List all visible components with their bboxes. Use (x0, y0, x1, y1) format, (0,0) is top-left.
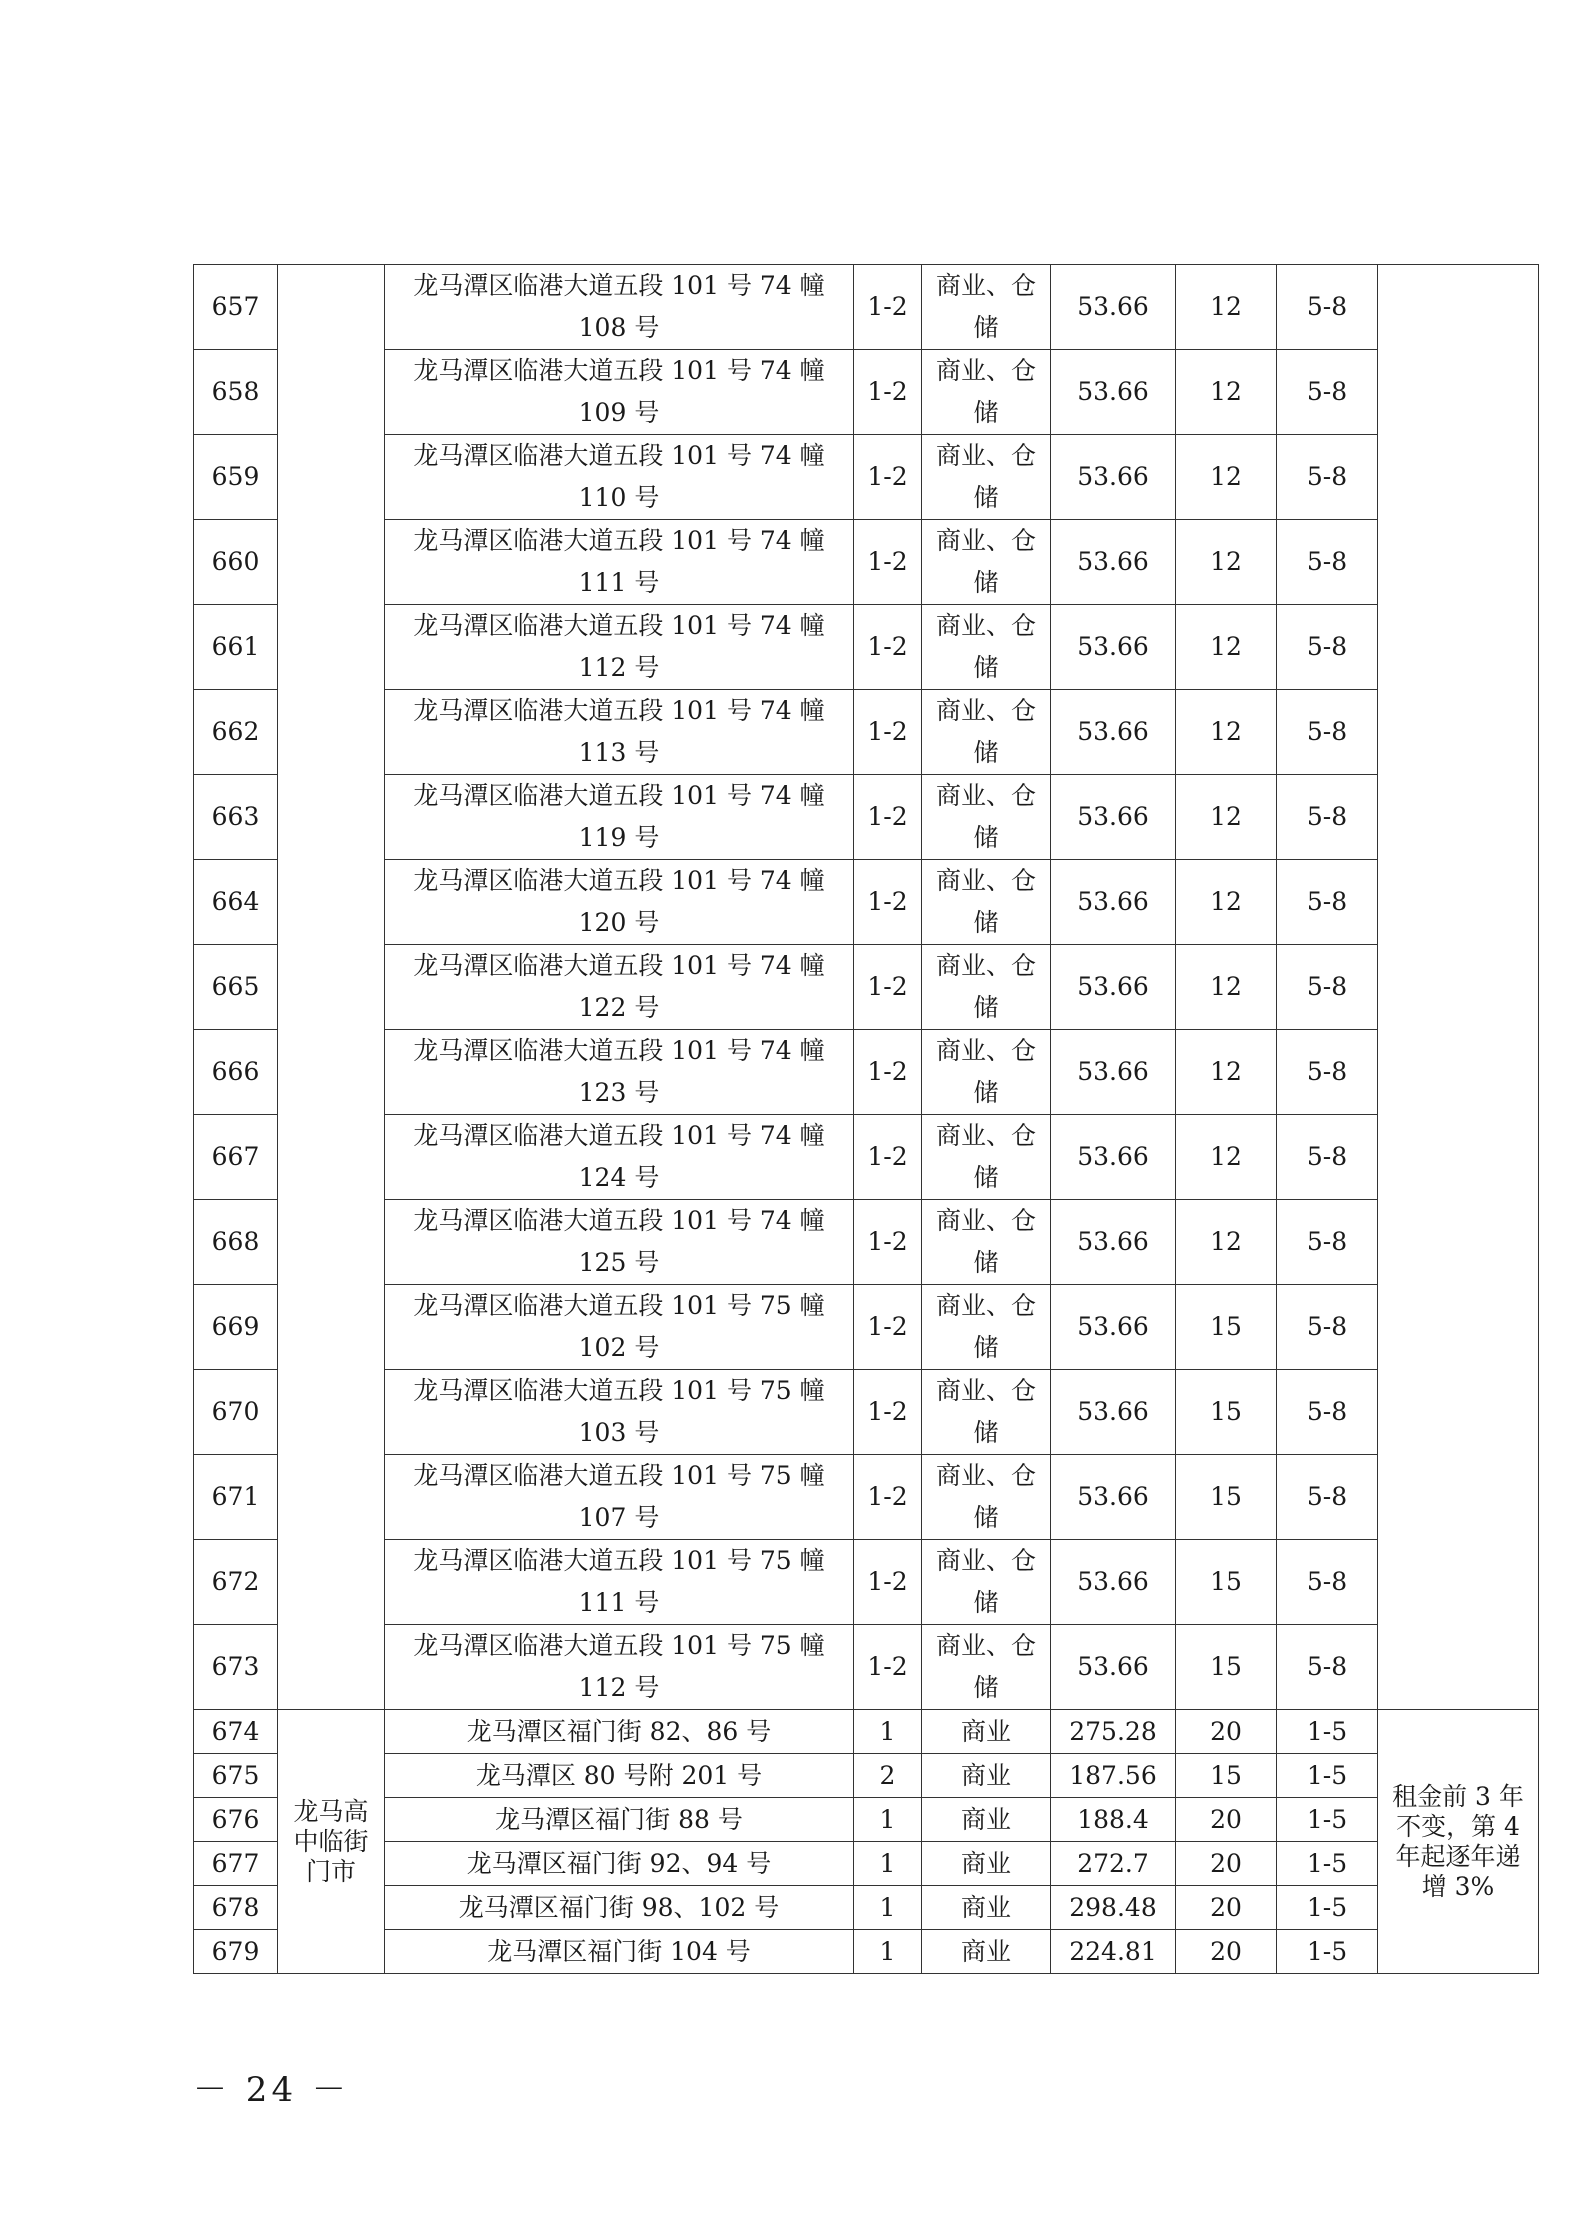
address-cell: 龙马潭区福门街 92、94 号 (385, 1842, 854, 1886)
table-row (194, 1710, 1539, 1754)
row-number-cell: 659 (194, 435, 278, 520)
address-cell: 龙马潭区临港大道五段 101 号 75 幢 107 号 (385, 1455, 854, 1540)
row-number-cell: 666 (194, 1030, 278, 1115)
rent-price-cell: 12 (1176, 605, 1277, 690)
lease-term-cell: 5-8 (1277, 1030, 1378, 1115)
rent-price-cell: 15 (1176, 1754, 1277, 1798)
address-cell: 龙马潭区临港大道五段 101 号 75 幢 103 号 (385, 1370, 854, 1455)
area-cell: 53.66 (1051, 1625, 1176, 1710)
floor-cell: 1-2 (854, 350, 922, 435)
rent-price-cell: 15 (1176, 1625, 1277, 1710)
row-number-cell: 670 (194, 1370, 278, 1455)
row-number-cell: 672 (194, 1540, 278, 1625)
rent-price-cell: 20 (1176, 1930, 1277, 1974)
lease-term-cell: 5-8 (1277, 1455, 1378, 1540)
usage-cell: 商业、仓储 (922, 1200, 1051, 1285)
table-row (194, 1886, 1539, 1930)
usage-cell: 商业、仓储 (922, 1455, 1051, 1540)
address-cell: 龙马潭区福门街 104 号 (385, 1930, 854, 1974)
area-cell: 53.66 (1051, 1115, 1176, 1200)
lease-term-cell: 1-5 (1277, 1886, 1378, 1930)
row-number-cell: 665 (194, 945, 278, 1030)
row-number-cell: 664 (194, 860, 278, 945)
rent-price-cell: 20 (1176, 1710, 1277, 1754)
remarks-cell (1378, 265, 1539, 1710)
floor-cell: 1 (854, 1886, 922, 1930)
usage-cell: 商业、仓储 (922, 1285, 1051, 1370)
floor-cell: 1-2 (854, 690, 922, 775)
rent-price-cell: 12 (1176, 520, 1277, 605)
rent-price-cell: 15 (1176, 1285, 1277, 1370)
floor-cell: 1-2 (854, 520, 922, 605)
lease-term-cell: 5-8 (1277, 605, 1378, 690)
table-row (194, 1200, 1539, 1285)
area-cell: 53.66 (1051, 1370, 1176, 1455)
row-number-cell: 662 (194, 690, 278, 775)
lease-term-cell: 1-5 (1277, 1798, 1378, 1842)
table-row (194, 1754, 1539, 1798)
address-cell: 龙马潭区临港大道五段 101 号 74 幢 109 号 (385, 350, 854, 435)
table-row (194, 860, 1539, 945)
usage-cell: 商业、仓储 (922, 860, 1051, 945)
row-number-cell: 673 (194, 1625, 278, 1710)
area-cell: 53.66 (1051, 1200, 1176, 1285)
address-cell: 龙马潭区 80 号附 201 号 (385, 1754, 854, 1798)
usage-cell: 商业、仓储 (922, 945, 1051, 1030)
lease-term-cell: 5-8 (1277, 520, 1378, 605)
group-name-cell: 龙马高中临街门市 (278, 1710, 385, 1974)
row-number-cell: 671 (194, 1455, 278, 1540)
table-row (194, 1798, 1539, 1842)
area-cell: 224.81 (1051, 1930, 1176, 1974)
rent-price-cell: 20 (1176, 1842, 1277, 1886)
address-cell: 龙马潭区临港大道五段 101 号 74 幢 123 号 (385, 1030, 854, 1115)
row-number-cell: 658 (194, 350, 278, 435)
table-row (194, 1842, 1539, 1886)
row-number-cell: 674 (194, 1710, 278, 1754)
rent-price-cell: 12 (1176, 860, 1277, 945)
area-cell: 53.66 (1051, 1455, 1176, 1540)
lease-term-cell: 5-8 (1277, 350, 1378, 435)
lease-term-cell: 5-8 (1277, 1370, 1378, 1455)
usage-cell: 商业 (922, 1754, 1051, 1798)
usage-cell: 商业 (922, 1798, 1051, 1842)
table-row (194, 1930, 1539, 1974)
floor-cell: 1-2 (854, 1200, 922, 1285)
address-cell: 龙马潭区临港大道五段 101 号 74 幢 112 号 (385, 605, 854, 690)
area-cell: 188.4 (1051, 1798, 1176, 1842)
table-row (194, 1370, 1539, 1455)
rent-price-cell: 12 (1176, 945, 1277, 1030)
area-cell: 53.66 (1051, 860, 1176, 945)
floor-cell: 1-2 (854, 1455, 922, 1540)
lease-term-cell: 5-8 (1277, 1200, 1378, 1285)
address-cell: 龙马潭区临港大道五段 101 号 74 幢 111 号 (385, 520, 854, 605)
table-row (194, 1455, 1539, 1540)
lease-term-cell: 5-8 (1277, 1285, 1378, 1370)
table-body (194, 265, 1539, 1974)
usage-cell: 商业、仓储 (922, 350, 1051, 435)
area-cell: 272.7 (1051, 1842, 1176, 1886)
area-cell: 53.66 (1051, 435, 1176, 520)
area-cell: 53.66 (1051, 1285, 1176, 1370)
table-row (194, 1115, 1539, 1200)
address-cell: 龙马潭区福门街 82、86 号 (385, 1710, 854, 1754)
area-cell: 53.66 (1051, 520, 1176, 605)
floor-cell: 1-2 (854, 1370, 922, 1455)
usage-cell: 商业、仓储 (922, 265, 1051, 350)
area-cell: 53.66 (1051, 775, 1176, 860)
floor-cell: 1-2 (854, 1625, 922, 1710)
area-cell: 53.66 (1051, 1540, 1176, 1625)
rent-price-cell: 12 (1176, 350, 1277, 435)
lease-term-cell: 5-8 (1277, 1625, 1378, 1710)
table-row (194, 520, 1539, 605)
lease-table (193, 264, 1539, 1974)
address-cell: 龙马潭区临港大道五段 101 号 74 幢 120 号 (385, 860, 854, 945)
rent-price-cell: 15 (1176, 1455, 1277, 1540)
address-cell: 龙马潭区临港大道五段 101 号 75 幢 102 号 (385, 1285, 854, 1370)
row-number-cell: 669 (194, 1285, 278, 1370)
area-cell: 53.66 (1051, 945, 1176, 1030)
floor-cell: 1-2 (854, 1115, 922, 1200)
address-cell: 龙马潭区临港大道五段 101 号 74 幢 119 号 (385, 775, 854, 860)
lease-term-cell: 5-8 (1277, 860, 1378, 945)
remarks-cell: 租金前 3 年不变，第 4 年起逐年递增 3% (1378, 1710, 1539, 1974)
table-row (194, 1540, 1539, 1625)
lease-term-cell: 5-8 (1277, 775, 1378, 860)
table-row (194, 1030, 1539, 1115)
rent-price-cell: 12 (1176, 1115, 1277, 1200)
lease-term-cell: 1-5 (1277, 1930, 1378, 1974)
area-cell: 53.66 (1051, 1030, 1176, 1115)
row-number-cell: 663 (194, 775, 278, 860)
address-cell: 龙马潭区临港大道五段 101 号 74 幢 113 号 (385, 690, 854, 775)
rent-price-cell: 12 (1176, 435, 1277, 520)
address-cell: 龙马潭区临港大道五段 101 号 75 幢 111 号 (385, 1540, 854, 1625)
row-number-cell: 660 (194, 520, 278, 605)
floor-cell: 1 (854, 1930, 922, 1974)
floor-cell: 1 (854, 1842, 922, 1886)
address-cell: 龙马潭区福门街 88 号 (385, 1798, 854, 1842)
floor-cell: 1 (854, 1798, 922, 1842)
area-cell: 298.48 (1051, 1886, 1176, 1930)
table-row (194, 1625, 1539, 1710)
address-cell: 龙马潭区临港大道五段 101 号 74 幢 110 号 (385, 435, 854, 520)
rent-price-cell: 15 (1176, 1540, 1277, 1625)
address-cell: 龙马潭区临港大道五段 101 号 74 幢 124 号 (385, 1115, 854, 1200)
table-row (194, 435, 1539, 520)
row-number-cell: 678 (194, 1886, 278, 1930)
floor-cell: 1-2 (854, 265, 922, 350)
lease-term-cell: 1-5 (1277, 1754, 1378, 1798)
lease-term-cell: 5-8 (1277, 945, 1378, 1030)
row-number-cell: 677 (194, 1842, 278, 1886)
table-row (194, 775, 1539, 860)
floor-cell: 1-2 (854, 1030, 922, 1115)
rent-price-cell: 12 (1176, 690, 1277, 775)
floor-cell: 1-2 (854, 945, 922, 1030)
row-number-cell: 675 (194, 1754, 278, 1798)
usage-cell: 商业、仓储 (922, 1625, 1051, 1710)
rent-price-cell: 20 (1176, 1886, 1277, 1930)
usage-cell: 商业、仓储 (922, 435, 1051, 520)
row-number-cell: 679 (194, 1930, 278, 1974)
lease-term-cell: 5-8 (1277, 435, 1378, 520)
area-cell: 53.66 (1051, 605, 1176, 690)
lease-term-cell: 5-8 (1277, 690, 1378, 775)
floor-cell: 2 (854, 1754, 922, 1798)
area-cell: 275.28 (1051, 1710, 1176, 1754)
area-cell: 53.66 (1051, 265, 1176, 350)
lease-term-cell: 5-8 (1277, 1540, 1378, 1625)
usage-cell: 商业 (922, 1886, 1051, 1930)
row-number-cell: 661 (194, 605, 278, 690)
area-cell: 53.66 (1051, 690, 1176, 775)
table-row (194, 1285, 1539, 1370)
address-cell: 龙马潭区临港大道五段 101 号 75 幢 112 号 (385, 1625, 854, 1710)
area-cell: 187.56 (1051, 1754, 1176, 1798)
usage-cell: 商业、仓储 (922, 690, 1051, 775)
floor-cell: 1-2 (854, 1285, 922, 1370)
floor-cell: 1 (854, 1710, 922, 1754)
usage-cell: 商业 (922, 1710, 1051, 1754)
row-number-cell: 667 (194, 1115, 278, 1200)
group-name-cell (278, 265, 385, 1710)
row-number-cell: 676 (194, 1798, 278, 1842)
table-row (194, 690, 1539, 775)
table-row (194, 605, 1539, 690)
table-row (194, 350, 1539, 435)
usage-cell: 商业 (922, 1842, 1051, 1886)
usage-cell: 商业、仓储 (922, 1030, 1051, 1115)
floor-cell: 1-2 (854, 860, 922, 945)
usage-cell: 商业、仓储 (922, 520, 1051, 605)
row-number-cell: 657 (194, 265, 278, 350)
lease-term-cell: 5-8 (1277, 265, 1378, 350)
usage-cell: 商业、仓储 (922, 605, 1051, 690)
floor-cell: 1-2 (854, 605, 922, 690)
address-cell: 龙马潭区临港大道五段 101 号 74 幢 125 号 (385, 1200, 854, 1285)
lease-term-cell: 1-5 (1277, 1710, 1378, 1754)
usage-cell: 商业 (922, 1930, 1051, 1974)
rent-price-cell: 15 (1176, 1370, 1277, 1455)
table-row (194, 945, 1539, 1030)
rent-price-cell: 12 (1176, 775, 1277, 860)
rent-price-cell: 12 (1176, 1200, 1277, 1285)
page-number: － 24 － (193, 2070, 350, 2110)
usage-cell: 商业、仓储 (922, 1370, 1051, 1455)
row-number-cell: 668 (194, 1200, 278, 1285)
area-cell: 53.66 (1051, 350, 1176, 435)
floor-cell: 1-2 (854, 775, 922, 860)
usage-cell: 商业、仓储 (922, 775, 1051, 860)
floor-cell: 1-2 (854, 1540, 922, 1625)
table-row (194, 265, 1539, 350)
rent-price-cell: 12 (1176, 265, 1277, 350)
lease-term-cell: 1-5 (1277, 1842, 1378, 1886)
usage-cell: 商业、仓储 (922, 1115, 1051, 1200)
address-cell: 龙马潭区临港大道五段 101 号 74 幢 122 号 (385, 945, 854, 1030)
floor-cell: 1-2 (854, 435, 922, 520)
address-cell: 龙马潭区福门街 98、102 号 (385, 1886, 854, 1930)
usage-cell: 商业、仓储 (922, 1540, 1051, 1625)
rent-price-cell: 20 (1176, 1798, 1277, 1842)
rent-price-cell: 12 (1176, 1030, 1277, 1115)
lease-term-cell: 5-8 (1277, 1115, 1378, 1200)
address-cell: 龙马潭区临港大道五段 101 号 74 幢 108 号 (385, 265, 854, 350)
